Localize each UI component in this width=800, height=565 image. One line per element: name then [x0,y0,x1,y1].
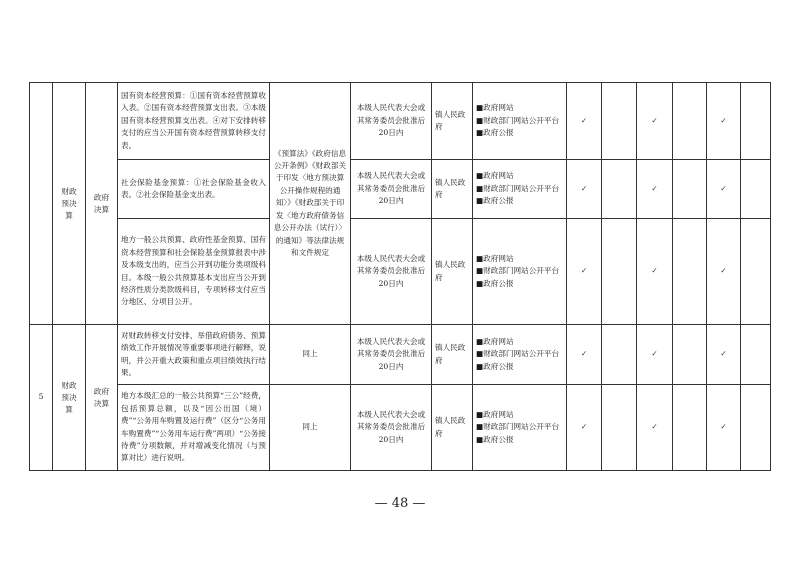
table-row [30,325,771,385]
timeline-cell: 本级人民代表大会或其常务委员会批准后20日内 [351,325,432,385]
subcategory-cell: 政府决算 [86,325,118,471]
channels-cell [473,385,567,471]
empty-cell [673,160,707,219]
empty-cell [602,325,637,385]
channels-cell [473,325,567,385]
table-row [30,83,771,160]
empty-cell [602,160,637,219]
channel-item: ■财政部门网站公开平台 [476,115,560,125]
empty-cell [741,219,771,325]
empty-cell [673,325,707,385]
timeline-cell: 本级人民代表大会或其常务委员会批准后20日内 [351,160,432,219]
channel-item: ■政府公报 [476,361,514,371]
timeline-cell: 本级人民代表大会或其常务委员会批准后20日内 [351,219,432,325]
empty-cell [741,83,771,160]
check-mark: ✓ [567,385,602,471]
subject-cell: 镇人民政府 [432,83,473,160]
check-mark: ✓ [567,83,602,160]
check-mark: ✓ [707,83,741,160]
basis-cell: 同上 [270,325,351,385]
check-mark: ✓ [567,325,602,385]
subject-cell: 镇人民政府 [432,385,473,471]
check-mark: ✓ [707,325,741,385]
index-cell: 5 [30,325,53,471]
check-mark: ✓ [637,160,673,219]
content-cell: 地方本级汇总的一般公共预算“三公”经费，包括预算总额，以及“因公出国（境）费”“公务用车购置及运行费”（区分“公务用车购置费”“公务用车运行费”两项）“公务接待费”分项数额，并对增减变化情况（与预算对比）进行说明。 [118,385,270,471]
page-number: — 48 — [374,496,426,511]
channels-cell [473,160,567,219]
check-mark: ✓ [707,219,741,325]
check-mark: ✓ [637,385,673,471]
content-cell: 对财政转移支付安排、举借政府债务、预算绩效工作开展情况等重要事项进行解释，说明，并公开重大政策和重点项目绩效执行结果。 [118,325,270,385]
empty-cell [673,219,707,325]
channel-item: ■财政部门网站公开平台 [476,183,560,193]
check-mark: ✓ [637,219,673,325]
content-cell: 国有资本经营预算：①国有资本经营预算收入表。②国有资本经营预算支出表。③本级国有资本经营预算支出表。④对下安排转移支付的应当公开国有资本经营预算转移支付表。 [118,83,270,160]
index-cell [30,83,53,325]
subject-cell: 镇人民政府 [432,160,473,219]
basis-cell: 同上 [270,385,351,471]
empty-cell [741,385,771,471]
channel-item: ■政府网站 [476,336,514,346]
channels-cell [473,219,567,325]
table-row [30,219,771,325]
empty-cell [673,83,707,160]
channel-item: ■政府公报 [476,128,514,138]
category-cell: 财政预决算 [53,325,86,471]
disclosure-table [29,82,771,471]
channel-item: ■政府网站 [476,253,514,263]
empty-cell [602,219,637,325]
channel-item: ■政府公报 [476,434,514,444]
category-cell: 财政预决算 [53,83,86,325]
channel-item: ■财政部门网站公开平台 [476,349,560,359]
check-mark: ✓ [637,325,673,385]
channels-cell [473,83,567,160]
channel-item: ■政府网站 [476,409,514,419]
table-row [30,385,771,471]
channel-item: ■财政部门网站公开平台 [476,266,560,276]
empty-cell [673,385,707,471]
channel-item: ■财政部门网站公开平台 [476,422,560,432]
table-row [30,160,771,219]
empty-cell [741,325,771,385]
check-mark: ✓ [707,160,741,219]
check-mark: ✓ [567,160,602,219]
empty-cell [602,83,637,160]
check-mark: ✓ [567,219,602,325]
empty-cell [741,160,771,219]
empty-cell [602,385,637,471]
subject-cell: 镇人民政府 [432,325,473,385]
content-cell: 地方一般公共预算、政府性基金预算、国有资本经营预算和社会保险基金预算报表中涉及本级支出的，应当公开到功能分类项级科目。本级一般公共预算基本支出应当公开到经济性质分类款级科目，专项转移支付应当分地区、分项目公开。 [118,219,270,325]
check-mark: ✓ [637,83,673,160]
channel-item: ■政府公报 [476,196,514,206]
timeline-cell: 本级人民代表大会或其常务委员会批准后20日内 [351,385,432,471]
subcategory-cell: 政府决算 [86,83,118,325]
subject-cell: 镇人民政府 [432,219,473,325]
content-cell: 社会保险基金预算：①社会保险基金收入表。②社会保险基金支出表。 [118,160,270,219]
channel-item: ■政府公报 [476,278,514,288]
channel-item: ■政府网站 [476,171,514,181]
check-mark: ✓ [707,385,741,471]
basis-cell: 《预算法》《政府信息公开条例》《财政部关于印发〈地方预决算公开操作规程的通知〉》《财政部关于印发〈地方政府债务信息公开办法（试行）〉的通知》等法律法规和文件规定 [270,83,351,325]
channel-item: ■政府网站 [476,103,514,113]
timeline-cell: 本级人民代表大会或其常务委员会批准后20日内 [351,83,432,160]
